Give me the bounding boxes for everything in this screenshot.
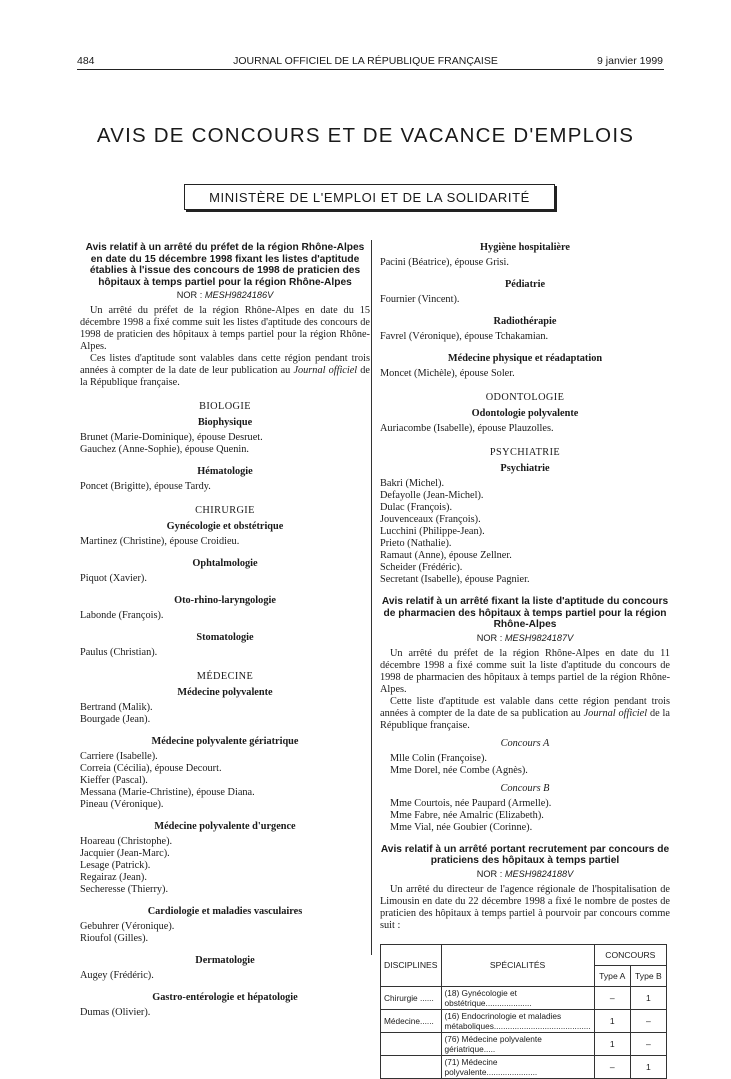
specialite-cell: (71) Médecine polyvalente...................... — [441, 1055, 594, 1078]
article-title: Avis relatif à un arrêté portant recrutement par concours de praticiens des hôpitaux à temps partiel — [380, 843, 670, 867]
list-item: Mme Courtois, née Paupard (Armelle). — [390, 797, 552, 809]
specialty-heading: Cardiologie et maladies vasculaires — [147, 906, 303, 918]
concours-b-heading: Concours B — [500, 782, 550, 794]
specialite-cell: (16) Endocrinologie et maladies métaboliques.......................................... — [441, 1009, 594, 1032]
list-item: Fournier (Vincent). — [380, 294, 460, 305]
list-item: Piquot (Xavier). — [80, 573, 147, 585]
paragraph-text: de la République française. — [80, 365, 370, 389]
specialty-heading: Ophtalmologie — [192, 558, 258, 570]
nor-code: MESH9824186V — [204, 290, 274, 301]
list-item: Brunet (Marie-Dominique), épouse Desruet. — [80, 432, 263, 444]
specialty-heading: Dermatologie — [195, 955, 255, 967]
discipline-cell: Chirurgie ...... — [381, 986, 442, 1009]
specialty-heading: Odontologie polyvalente — [471, 408, 579, 419]
aptitude-list-right — [380, 242, 670, 586]
specialty-heading: Gastro-entérologie et hépatologie — [152, 992, 298, 1004]
type-a-cell: – — [594, 986, 630, 1009]
journal-title: JOURNAL OFFICIEL DE LA RÉPUBLIQUE FRANÇAISE — [233, 55, 498, 67]
list-item: Lesage (Patrick). — [80, 860, 151, 872]
list-item: Regairaz (Jean). — [80, 872, 147, 884]
article-paragraph: Un arrêté du préfet de la région Rhône-Alpes en date du 15 décembre 1998 a fixé comme suit les listes d'aptitude des concours de 1998 de praticien des hôpitaux à temps partiel pour la région Rhône-Alpes. — [80, 305, 370, 353]
name-list — [80, 1007, 370, 1019]
specialty-heading: Médecine polyvalente d'urgence — [154, 821, 296, 833]
paragraph-text: Cette liste d'aptitude est valable dans cette région pendant trois années à compter de la date de sa publication au — [380, 695, 670, 719]
list-item: Labonde (François). — [80, 610, 164, 622]
type-b-cell: 1 — [630, 986, 666, 1009]
issue-date: 9 janvier 1999 — [597, 55, 663, 67]
name-list — [380, 423, 670, 435]
list-item: Bakri (Michel). — [380, 478, 445, 489]
type-a-cell: 1 — [594, 1032, 630, 1055]
list-item: Mme Fabre, née Amalric (Elizabeth). — [390, 809, 544, 821]
name-list — [80, 921, 370, 945]
header-type-a: Type A — [594, 965, 630, 986]
name-list — [80, 573, 370, 585]
list-item: Poncet (Brigitte), épouse Tardy. — [80, 481, 211, 493]
type-b-cell: – — [630, 1009, 666, 1032]
journal-reference: Journal officiel — [293, 365, 358, 377]
table-body — [381, 986, 667, 1078]
specialty-heading: Médecine polyvalente — [177, 687, 273, 699]
paragraph-text: de la République française. — [380, 707, 670, 731]
list-item: Messana (Marie-Christine), épouse Diana. — [80, 787, 255, 799]
name-list — [380, 368, 670, 380]
section-heading: CHIRURGIE — [195, 505, 255, 517]
list-item: Dumas (Olivier). — [80, 1007, 151, 1019]
nor-label: NOR : — [476, 868, 503, 879]
nor-label: NOR : — [476, 632, 503, 643]
positions-table — [380, 944, 667, 1079]
type-b-cell: 1 — [630, 1055, 666, 1078]
name-list — [80, 970, 370, 982]
specialty-heading: Oto-rhino-laryngologie — [174, 595, 276, 607]
list-item: Mme Dorel, née Combe (Agnès). — [390, 764, 528, 776]
specialty-heading: Hématologie — [197, 466, 253, 478]
concours-a-list — [380, 753, 670, 777]
name-list — [80, 536, 370, 548]
list-item: Correia (Cécilia), épouse Decourt. — [80, 763, 222, 775]
list-item: Jouvenceaux (François). — [380, 514, 481, 525]
list-item: Defayolle (Jean-Michel). — [380, 490, 484, 501]
specialty-heading: Médecine polyvalente gériatrique — [151, 736, 299, 748]
list-item: Bertrand (Malik). — [80, 702, 153, 714]
nor-reference — [80, 289, 370, 301]
specialty-heading: Pédiatrie — [504, 279, 546, 290]
type-a-cell: 1 — [594, 1009, 630, 1032]
name-list — [80, 647, 370, 659]
list-item: Kieffer (Pascal). — [80, 775, 148, 787]
page-title: AVIS DE CONCOURS ET DE VACANCE D'EMPLOIS — [96, 124, 635, 147]
name-list — [80, 702, 370, 726]
ministry-name: MINISTÈRE DE L'EMPLOI ET DE LA SOLIDARITÉ — [209, 189, 530, 205]
name-list — [80, 432, 370, 456]
section-heading: BIOLOGIE — [199, 401, 251, 413]
name-list — [80, 751, 370, 811]
nor-code: MESH9824187V — [504, 632, 574, 643]
name-list — [380, 478, 670, 586]
specialty-heading: Psychiatrie — [500, 463, 550, 474]
header-type-b: Type B — [630, 965, 666, 986]
list-item: Bourgade (Jean). — [80, 714, 151, 726]
list-item: Favrel (Véronique), épouse Tchakamian. — [380, 331, 549, 342]
name-list — [380, 257, 670, 269]
specialty-heading: Médecine physique et réadaptation — [447, 353, 603, 364]
aptitude-list-left — [80, 401, 370, 1019]
list-item: Secheresse (Thierry). — [80, 884, 169, 896]
list-item: Paulus (Christian). — [80, 647, 158, 659]
list-item: Gebuhrer (Véronique). — [80, 921, 175, 933]
article-paragraph — [380, 696, 670, 732]
section-heading: MÉDECINE — [196, 671, 254, 683]
specialty-heading: Radiothérapie — [493, 316, 557, 327]
right-column — [380, 242, 670, 1079]
name-list — [380, 294, 670, 306]
table-row — [381, 1032, 667, 1055]
list-item: Pineau (Véronique). — [80, 799, 164, 811]
header-specialites: SPÉCIALITÉS — [441, 944, 594, 986]
concours-a-heading: Concours A — [500, 737, 550, 749]
specialite-cell: (76) Médecine polyvalente gériatrique..... — [441, 1032, 594, 1055]
header-disciplines: DISCIPLINES — [381, 944, 442, 986]
article-title: Avis relatif à un arrêté du préfet de la région Rhône-Alpes en date du 15 décembre 1998 fixant les listes d'aptitude établies à l'issue des concours de 1998 de praticien des hôpitaux à temps partiel pour la région Rhône-Alpes — [85, 242, 365, 288]
list-item: Martinez (Christine), épouse Croidieu. — [80, 536, 240, 548]
specialty-heading: Hygiène hospitalière — [480, 242, 570, 253]
discipline-cell: Médecine...... — [381, 1009, 442, 1032]
discipline-cell — [381, 1032, 442, 1055]
specialty-heading: Gynécologie et obstétrique — [166, 521, 284, 533]
list-item: Pacini (Béatrice), épouse Grisi. — [380, 257, 509, 268]
nor-reference — [380, 868, 670, 880]
name-list — [80, 836, 370, 896]
ministry-box — [184, 184, 555, 210]
type-a-cell: – — [594, 1055, 630, 1078]
list-item: Scheider (Frédéric). — [380, 562, 463, 573]
list-item: Moncet (Michèle), épouse Soler. — [380, 368, 515, 379]
name-list — [80, 481, 370, 493]
type-b-cell: – — [630, 1032, 666, 1055]
page-number: 484 — [77, 55, 95, 67]
list-item: Ramaut (Anne), épouse Zellner. — [380, 550, 512, 561]
concours-b-list — [380, 798, 670, 834]
list-item: Secretant (Isabelle), épouse Pagnier. — [380, 574, 530, 585]
list-item: Dulac (François). — [380, 502, 453, 513]
header-concours: CONCOURS — [594, 944, 666, 965]
name-list — [380, 331, 670, 343]
name-list — [80, 610, 370, 622]
list-item: Auriacombe (Isabelle), épouse Plauzolles. — [380, 423, 554, 434]
nor-code: MESH9824188V — [504, 868, 574, 879]
paragraph-text: Ces listes d'aptitude sont valables dans cette région pendant trois années à compter de la date de leur publication au — [80, 353, 370, 377]
table-row — [381, 1055, 667, 1078]
specialty-heading: Stomatologie — [196, 632, 254, 644]
column-divider — [371, 240, 372, 955]
list-item: Rioufol (Gilles). — [80, 933, 149, 945]
left-column — [80, 242, 370, 1019]
article-paragraph — [80, 353, 370, 389]
table-row — [381, 1009, 667, 1032]
nor-reference — [380, 632, 670, 644]
list-item: Carriere (Isabelle). — [80, 751, 158, 763]
list-item: Prieto (Nathalie). — [380, 538, 452, 549]
nor-label: NOR : — [176, 290, 203, 301]
list-item: Lucchini (Philippe-Jean). — [380, 526, 485, 537]
header-rule — [77, 69, 664, 70]
article-paragraph: Un arrêté du préfet de la région Rhône-Alpes en date du 11 décembre 1998 a fixé comme suit la liste d'aptitude du concours de 1998 de pharmacien des hôpitaux à temps partiel de la région Rhône-Alpes. — [380, 647, 670, 695]
section-heading: ODONTOLOGIE — [485, 392, 565, 403]
list-item: Gauchez (Anne-Sophie), épouse Quenin. — [80, 444, 249, 456]
list-item: Jacquier (Jean-Marc). — [80, 848, 170, 860]
list-item: Augey (Frédéric). — [80, 970, 154, 982]
section-heading: PSYCHIATRIE — [489, 447, 561, 458]
article-paragraph: Un arrêté du directeur de l'agence régionale de l'hospitalisation de Limousin en date du 22 décembre 1998 a fixé le nombre de postes de praticien des hôpitaux à temps partiel à pourvoir par concours comme suit : — [380, 883, 670, 931]
list-item: Mme Vial, née Goubier (Corinne). — [390, 821, 533, 833]
list-item: Mlle Colin (Françoise). — [390, 752, 487, 764]
list-item: Hoareau (Christophe). — [80, 836, 173, 848]
journal-reference: Journal officiel — [583, 707, 648, 719]
specialite-cell: (18) Gynécologie et obstétrique.................... — [441, 986, 594, 1009]
specialty-heading: Biophysique — [197, 417, 253, 429]
article-title: Avis relatif à un arrêté fixant la liste d'aptitude du concours de pharmacien des hôpitaux à temps partiel pour la région Rhône-Alpes — [381, 596, 669, 631]
discipline-cell — [381, 1055, 442, 1078]
